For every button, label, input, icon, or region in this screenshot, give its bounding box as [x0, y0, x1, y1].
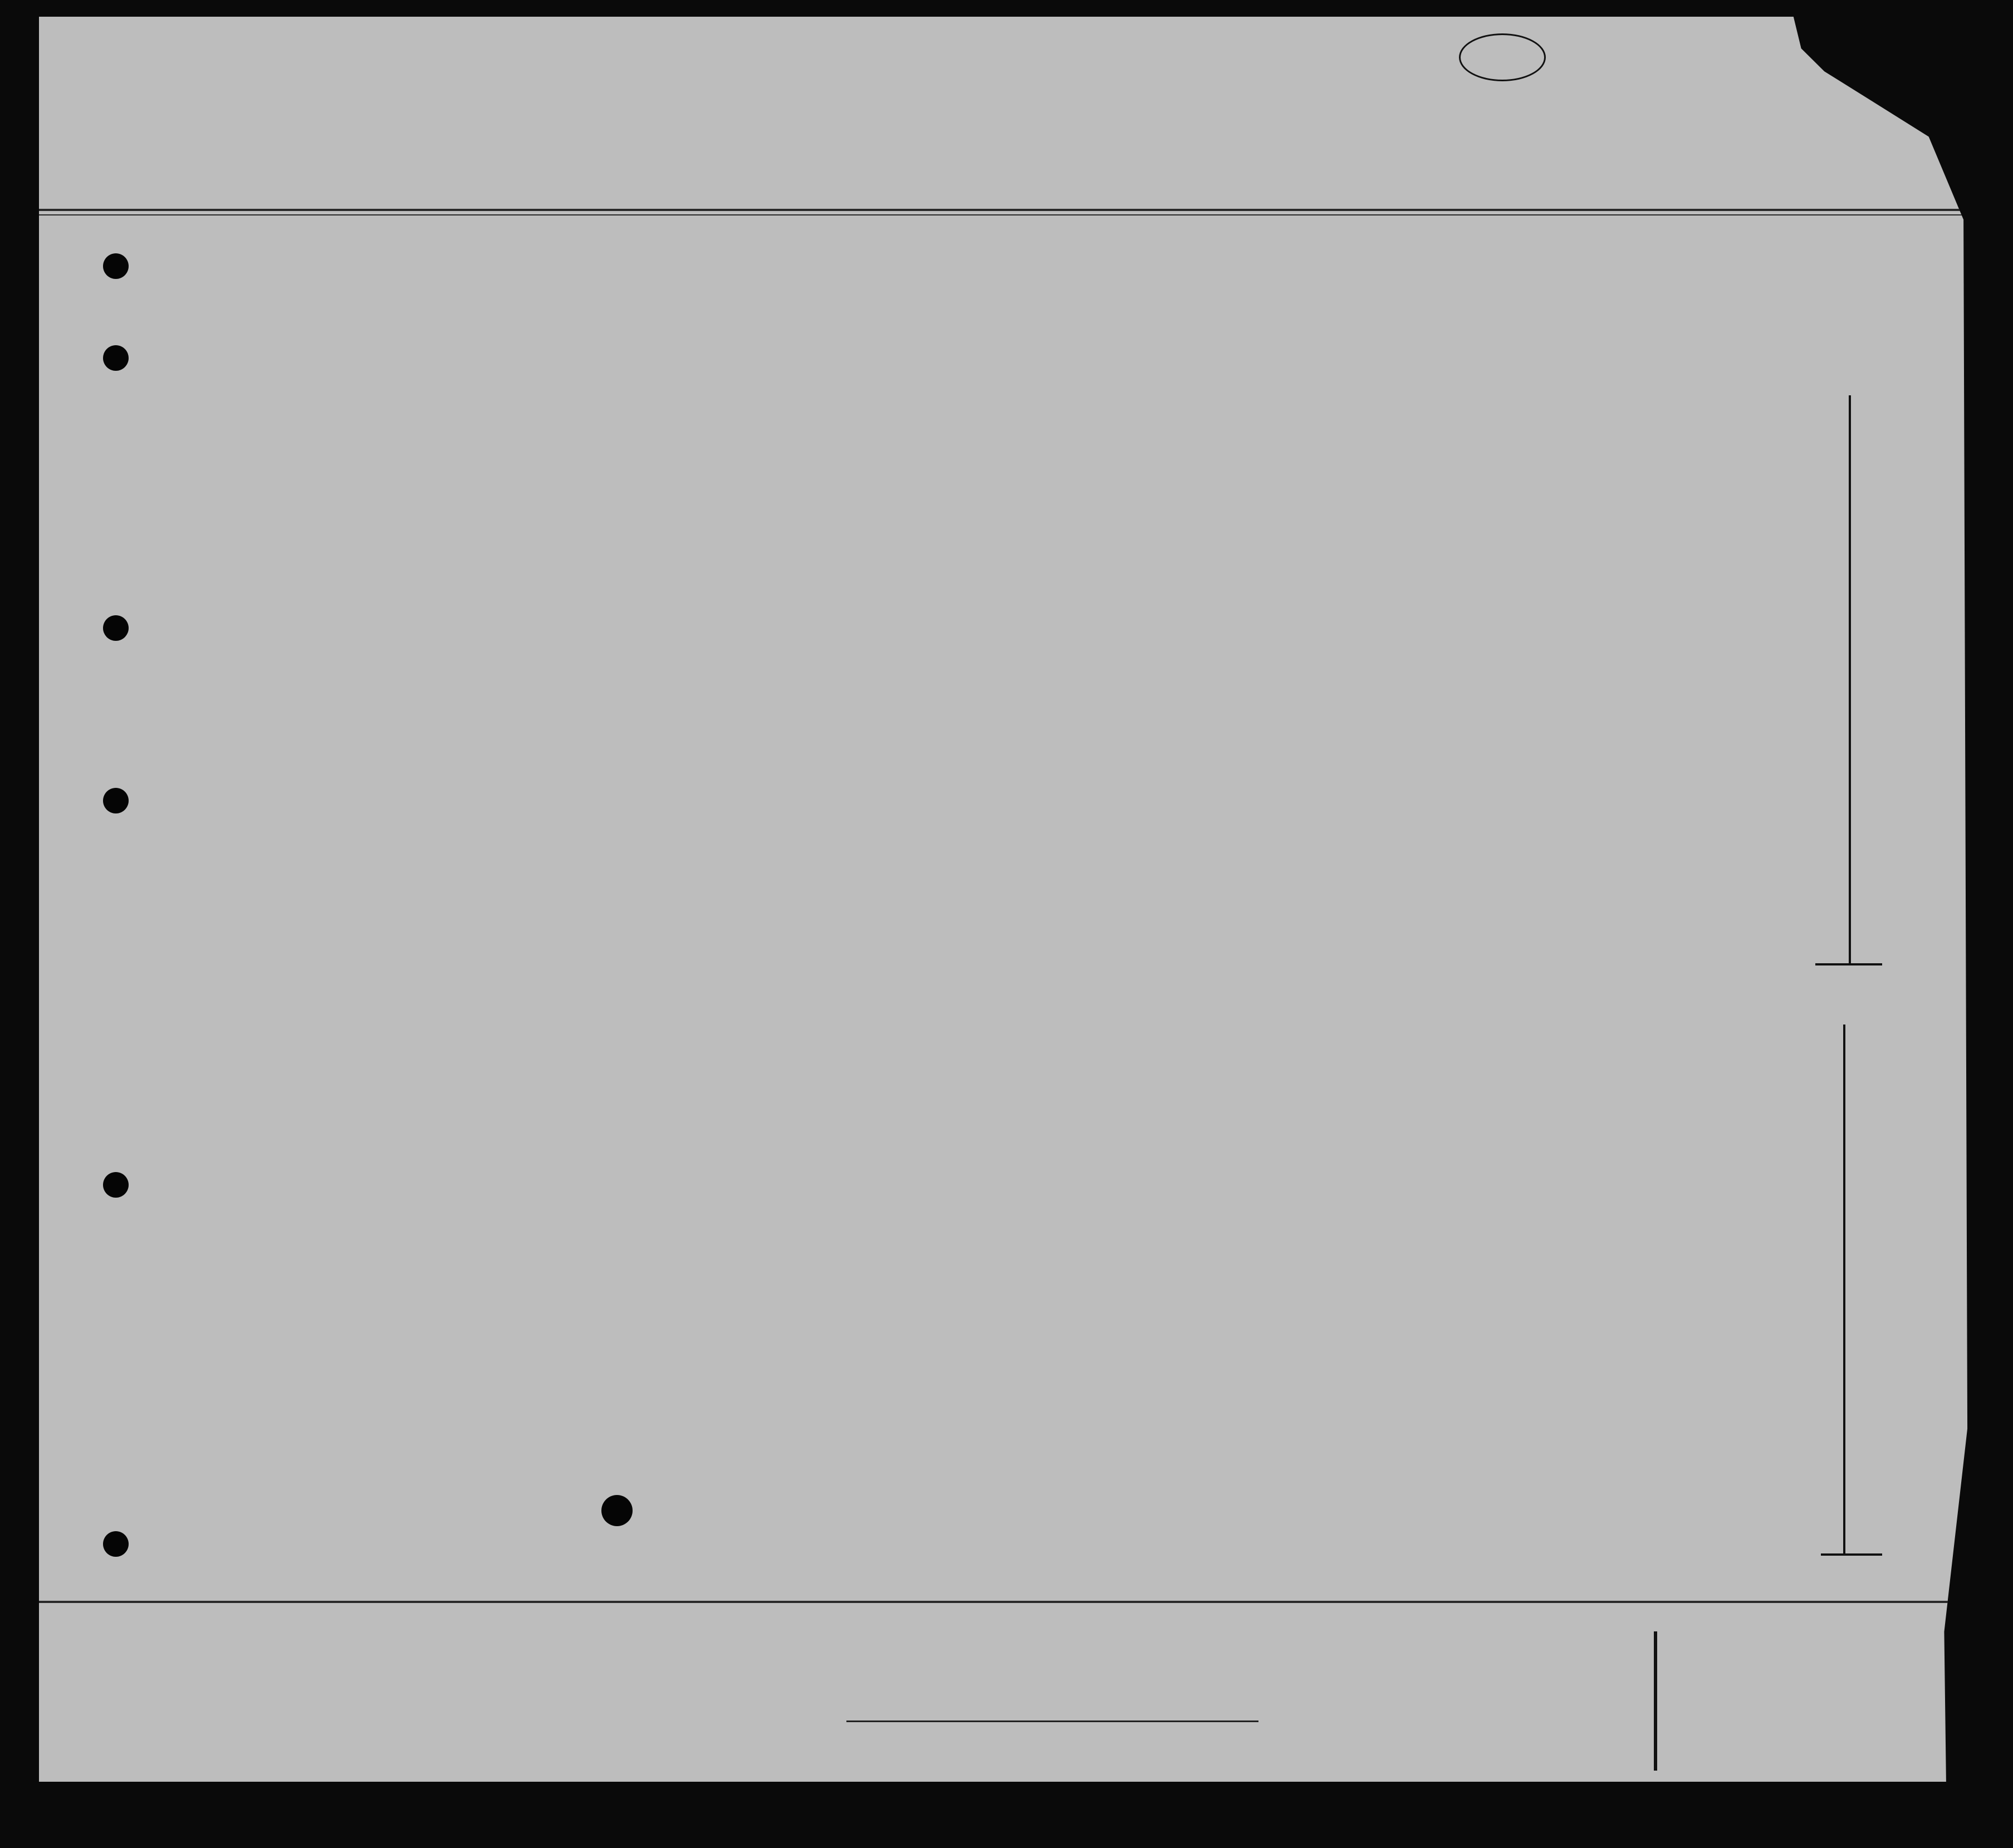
footer-mark	[1654, 1631, 1657, 1771]
punch-hole	[103, 345, 129, 371]
table-bottom-rule	[39, 1601, 1971, 1603]
action-bracket-end	[1815, 963, 1882, 965]
punch-hole	[103, 615, 129, 641]
action-bracket	[1849, 395, 1851, 963]
action-bracket-2	[1843, 1025, 1845, 1553]
action-bracket-2-end	[1821, 1553, 1882, 1556]
voyage-line	[100, 178, 779, 199]
signature-rule	[846, 1720, 1258, 1722]
punch-hole	[103, 788, 129, 813]
punch-hole	[103, 253, 129, 279]
manifest-sheet	[39, 17, 1971, 1782]
punch-hole	[103, 1172, 129, 1198]
page-number-circle	[1459, 33, 1546, 81]
table-top-rule-2	[39, 214, 1971, 215]
ink-blot	[601, 1495, 633, 1526]
table-top-rule	[39, 209, 1971, 211]
punch-hole	[103, 1531, 129, 1557]
